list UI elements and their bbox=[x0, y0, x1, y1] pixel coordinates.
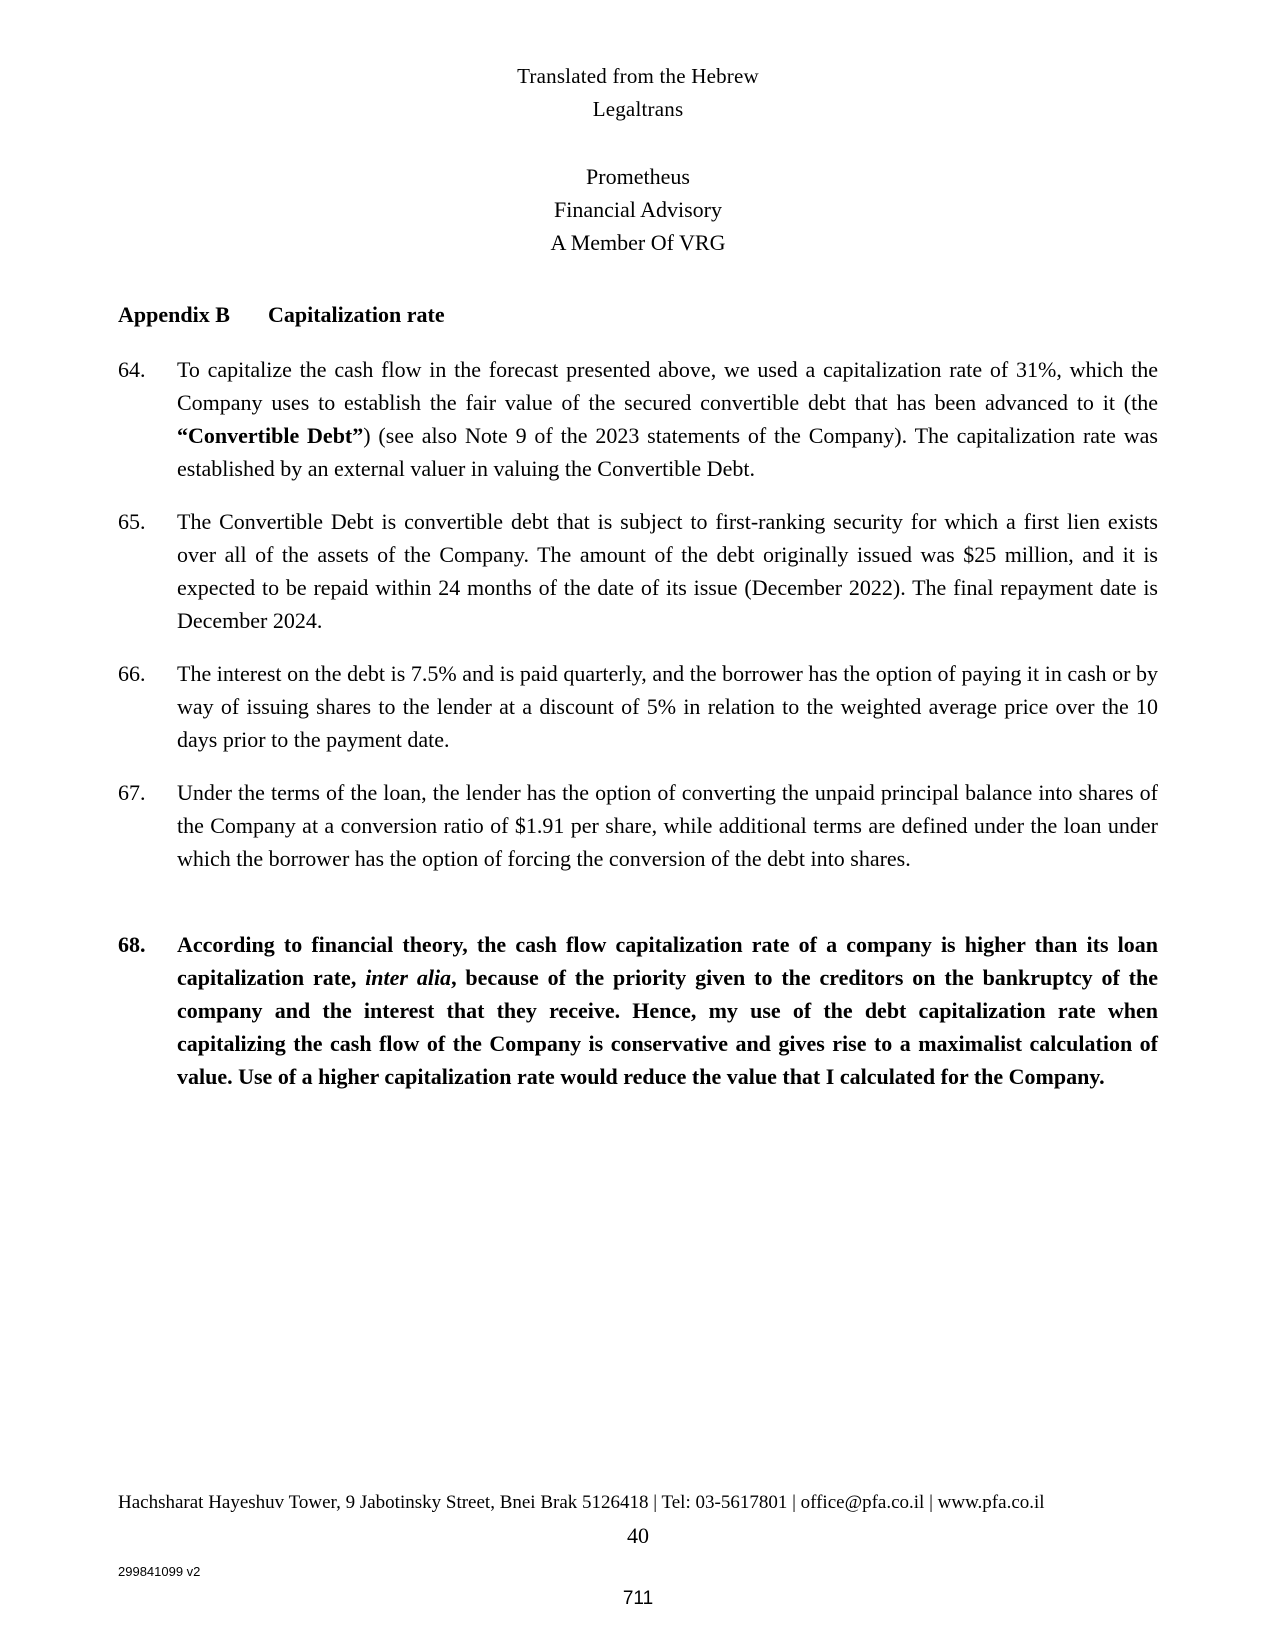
italic-term: inter alia bbox=[365, 965, 452, 990]
appendix-title: Capitalization rate bbox=[268, 302, 445, 327]
paragraph-number: 68. bbox=[118, 932, 146, 957]
paragraph-number: 65. bbox=[118, 509, 146, 534]
translation-note: Translated from the Hebrew bbox=[517, 64, 759, 88]
page-number: 40 bbox=[627, 1523, 649, 1548]
bates-number: 711 bbox=[622, 1588, 654, 1609]
firm-subtitle: Financial Advisory bbox=[553, 197, 723, 222]
paragraph-text-part: According to financial theory, the cash flow capitalization rate of a company is higher than its loan capitalization rate, bbox=[177, 932, 1158, 990]
paragraph-66 bbox=[118, 657, 1158, 756]
paragraph-67 bbox=[118, 776, 1158, 875]
paragraph-number: 66. bbox=[118, 661, 146, 686]
footer-address: Hachsharat Hayeshuv Tower, 9 Jabotinsky Street, Bnei Brak 5126418 | Tel: 03-5617801 | office@pfa.co.il | www.pfa.co.il bbox=[118, 1492, 1045, 1513]
appendix-heading bbox=[118, 302, 445, 328]
firm-name: Prometheus bbox=[586, 164, 690, 189]
document-reference: 299841099 v2 bbox=[118, 1564, 201, 1579]
paragraph-text: Under the terms of the loan, the lender has the option of converting the unpaid principal balance into shares of the Company at a conversion ratio of $1.91 per share, while additional terms are defined under the loan under which the borrower has the option of forcing the conversion of the debt into shares. bbox=[177, 780, 1158, 871]
paragraph-65 bbox=[118, 505, 1158, 637]
translator-name: Legaltrans bbox=[592, 97, 684, 121]
paragraph-68 bbox=[118, 928, 1158, 1093]
paragraph-64 bbox=[118, 353, 1158, 485]
paragraph-text bbox=[177, 928, 1158, 1093]
paragraph-number: 64. bbox=[118, 357, 146, 382]
paragraph-text: The interest on the debt is 7.5% and is paid quarterly, and the borrower has the option of paying it in cash or by way of issuing shares to the lender at a discount of 5% in relation to the weighted average price over the 10 days prior to the payment date. bbox=[177, 661, 1158, 752]
paragraph-text-part: , because of the priority given to the creditors on the bankruptcy of the company and the interest that they receive. Hence, my use of the debt capitalization rate when capitalizing the cash flow of the Company is conservative and gives rise to a maximalist calculation of value. Use of a higher capitalization rate would reduce the value that I calculated for the Company. bbox=[177, 965, 1158, 1089]
paragraph-text: The Convertible Debt is convertible debt that is subject to first-ranking security for which a first lien exists over all of the assets of the Company. The amount of the debt originally issued was $25 million, and it is expected to be repaid within 24 months of the date of its issue (December 2022). The final repayment date is December 2024. bbox=[177, 509, 1158, 633]
paragraph-text bbox=[177, 353, 1158, 485]
paragraph-number: 67. bbox=[118, 780, 146, 805]
paragraph-text-part: To capitalize the cash flow in the forecast presented above, we used a capitalization rate of 31%, which the Company uses to establish the fair value of the secured convertible debt that has been advanced to it (the bbox=[177, 357, 1158, 415]
paragraph-text-part: ) (see also Note 9 of the 2023 statements of the Company). The capitalization rate was established by an external valuer in valuing the Convertible Debt. bbox=[177, 423, 1158, 481]
appendix-label: Appendix B bbox=[118, 302, 230, 327]
defined-term: “Convertible Debt” bbox=[177, 423, 364, 448]
firm-membership: A Member Of VRG bbox=[550, 230, 726, 255]
